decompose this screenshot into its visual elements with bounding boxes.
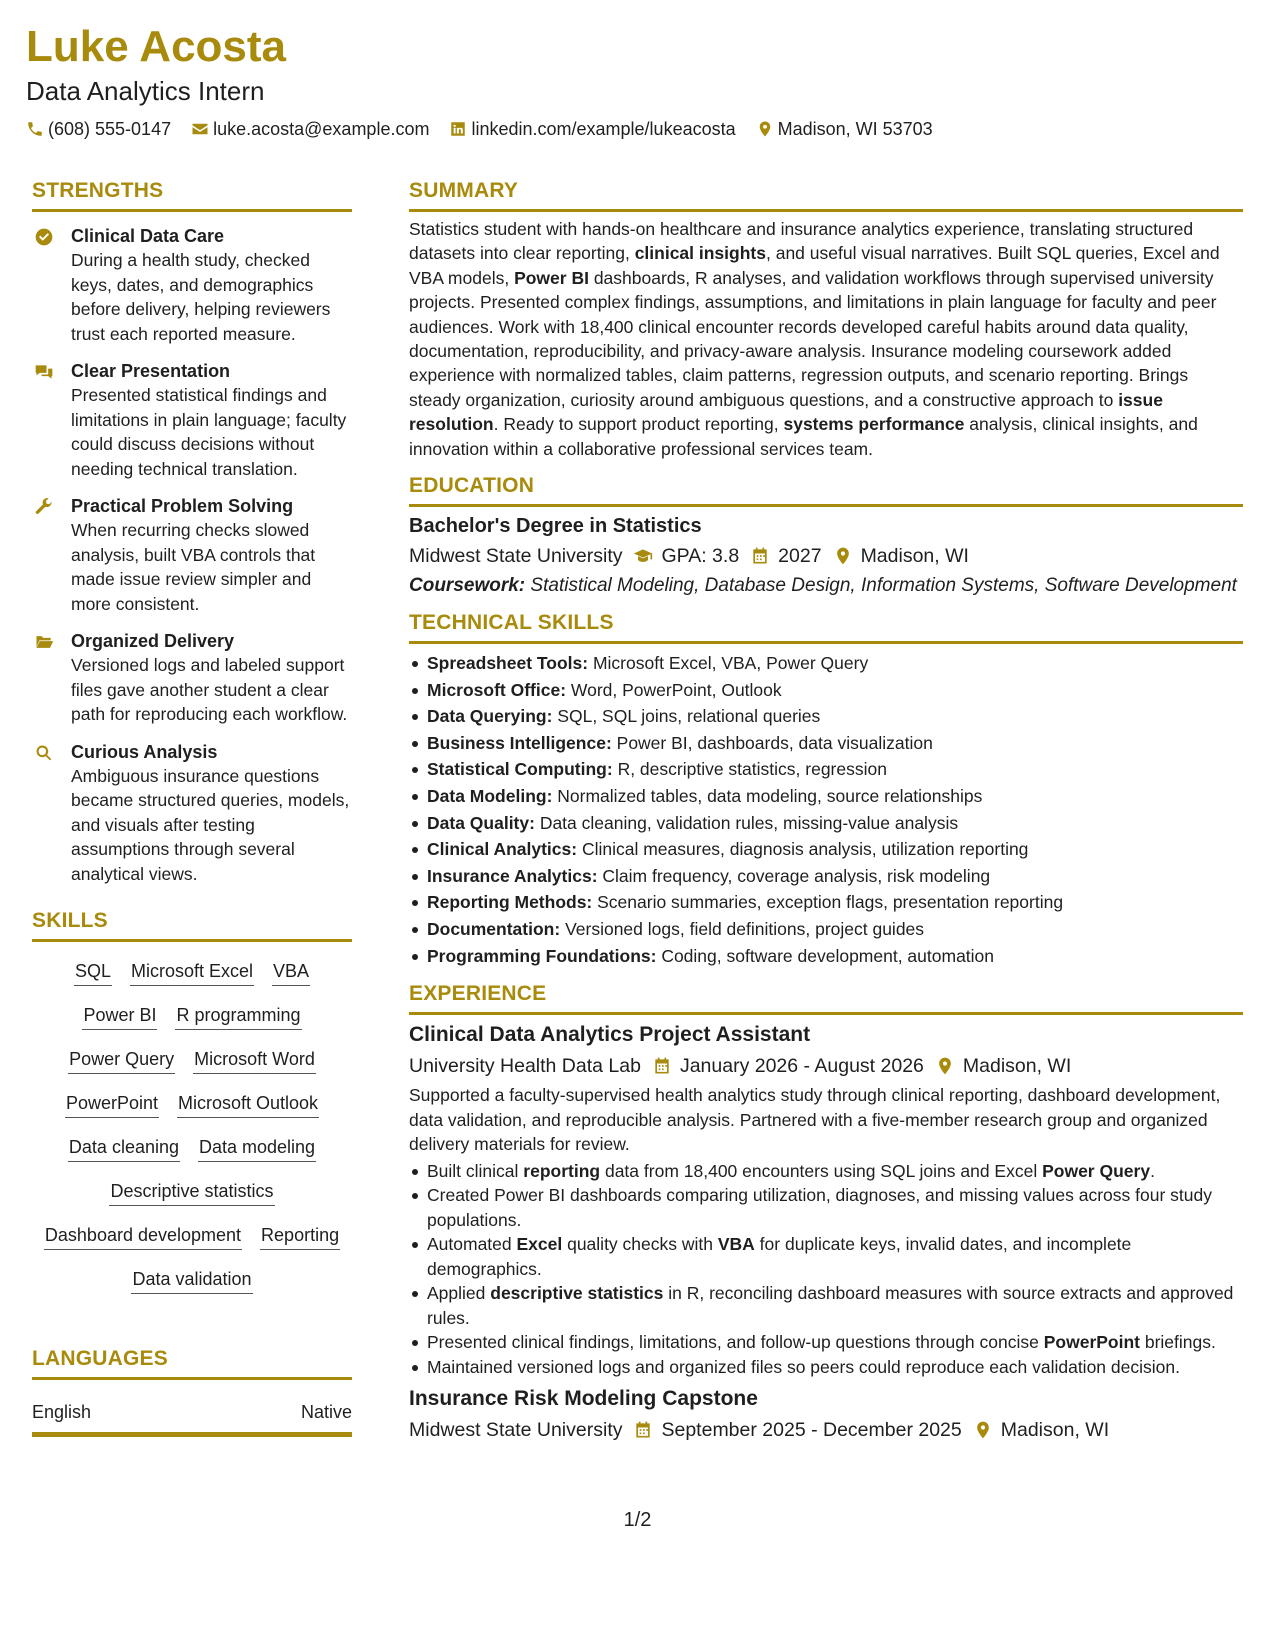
skills-heading: SKILLS [32,908,352,942]
summary-segment: dashboards, R analyses, and validation workflows through supervised university projects. Presented complex findings, assumptions, and limitations in plain language for faculty and peer audiences. Work with 18,400 clinical encounter records developed careful habits around data quality, documentation, reproducibility, and privacy-aware analysis. Insurance modeling coursework added experience with normalized tables, claim patterns, regression outputs, and scenario reporting. Brings steady organization, curiosity around ambiguous questions, and a constructive approach to [409,267,1217,410]
bullet-text: . [1150,1160,1155,1181]
skill-tag: SQL [74,958,112,986]
strength-item [32,494,352,616]
bullet-text: briefings. [1140,1332,1216,1353]
phone-text: (608) 555-0147 [48,119,172,139]
tech-skill-label: Data Querying: [427,706,553,727]
tech-skill-label: Business Intelligence: [427,732,612,753]
tech-skill-item [409,677,1243,704]
tech-skill-label: Insurance Analytics: [427,865,598,886]
tech-skill-item [409,756,1243,783]
bullet-text: Automated [427,1234,517,1255]
tech-skill-value: SQL, SQL joins, relational queries [552,706,821,727]
contact-phone[interactable] [26,117,171,141]
tech-skill-item [409,730,1243,757]
job-org: University Health Data Lab [409,1055,641,1078]
skill-tag: VBA [272,958,310,986]
bullet-text: in R, reconciling dashboard measures with source extracts and approved rules. [427,1283,1234,1328]
bullet-keyword: descriptive statistics [490,1283,664,1304]
strength-item [32,629,352,727]
skill-tag: Data modeling [198,1134,316,1162]
tech-skill-label: Documentation: [427,919,561,939]
job-meta [409,1052,1243,1080]
calendar-icon [749,545,771,567]
summary-segment: analysis, clinical insights, and innovation within a collaborative professional services team. [409,414,1198,459]
job-meta [409,1416,1243,1444]
strength-text: Ambiguous insurance questions became structured queries, models, and visuals after testing assumptions through several analytical views. [71,765,350,884]
technical-skills-section [409,610,1243,969]
job-entry [409,1021,1243,1379]
envelope-icon [191,120,209,138]
skill-tag: R programming [175,1002,301,1030]
contact-email[interactable] [191,117,429,141]
summary-keyword: Power BI [514,267,589,288]
tech-skill-label: Data Modeling: [427,786,553,807]
strength-title: Curious Analysis [71,741,218,762]
bullet-text: Presented clinical findings, limitations, and follow-up questions through concise [427,1332,1044,1353]
bullet-keyword: reporting [523,1160,601,1181]
languages-section [32,1346,352,1437]
skill-tag: Dashboard development [44,1222,242,1250]
skills-section [32,908,352,1294]
strength-item [32,224,352,346]
contact-linkedin[interactable] [449,117,735,141]
tech-skill-item [409,836,1243,863]
contact-location [756,117,933,141]
skill-tag: Data validation [131,1266,252,1294]
check-circle-icon [34,227,54,247]
calendar-icon [632,1419,654,1441]
education-section [409,473,1243,598]
job-description: Supported a faculty-supervised health analytics study through clinical reporting, dashboard development, data validation, and reproducible analysis. Partnered with a five-member research group and organized delivery materials for review. [409,1085,1221,1155]
strength-item [32,740,352,887]
skill-tag: Power BI [82,1002,157,1030]
tech-skill-item [409,703,1243,730]
summary-section [409,178,1243,461]
summary-keyword: clinical insights [634,243,766,264]
tech-skill-label: Reporting Methods: [427,892,593,913]
job-bullet [409,1183,1243,1232]
graduation-cap-icon [632,545,654,567]
summary-segment: . Ready to support product reporting, [493,414,784,435]
page-number: 1/2 [623,1509,652,1531]
email-text: luke.acosta@example.com [213,119,430,139]
bullet-text: Created Power BI dashboards comparing utilization, diagnoses, and missing values across four study populations. [427,1185,1212,1230]
tech-skill-value: Clinical measures, diagnosis analysis, utilization reporting [577,839,1029,860]
education-heading: EDUCATION [409,473,1243,507]
tech-skill-label: Statistical Computing: [427,759,613,780]
skills-list [32,958,352,1294]
bullet-text: quality checks with [562,1234,718,1255]
education-meta [409,542,1243,570]
experience-heading: EXPERIENCE [409,981,1243,1015]
gpa-text: GPA: 3.8 [661,545,740,568]
school-location: Madison, WI [860,545,969,568]
tech-skill-item [409,943,1243,970]
tech-skill-item [409,650,1243,677]
comments-icon [34,362,54,382]
bullet-keyword: VBA [717,1234,755,1255]
school-name: Midwest State University [409,545,623,568]
experience-section [409,981,1243,1444]
job-location: Madison, WI [1000,1419,1110,1442]
technical-skills-heading: TECHNICAL SKILLS [409,610,1243,644]
bullet-keyword: Power Query [1042,1160,1151,1181]
tech-skill-value: Word, PowerPoint, Outlook [566,679,782,700]
skill-tag: Microsoft Word [193,1046,316,1074]
phone-icon [26,120,44,138]
strengths-heading: STRENGTHS [32,178,352,212]
strength-title: Practical Problem Solving [71,496,294,516]
wrench-icon [34,497,54,517]
strength-title: Organized Delivery [71,631,235,651]
tech-skill-label: Spreadsheet Tools: [427,653,589,674]
resume-header [26,22,1246,141]
tech-skill-item [409,783,1243,810]
tech-skill-value: Data cleaning, validation rules, missing-value analysis [534,812,959,833]
technical-skills-list [409,650,1243,969]
candidate-title: Data Analytics Intern [26,76,265,106]
location-text: Madison, WI 53703 [777,119,933,139]
tech-skill-label: Programming Foundations: [427,945,657,966]
map-marker-icon [934,1055,956,1077]
bullet-text: Maintained versioned logs and organized files so peers could reproduce each validation decision. [427,1356,1180,1377]
tech-skill-value: Claim frequency, coverage analysis, risk modeling [597,865,991,886]
job-title: Clinical Data Analytics Project Assistant [409,1023,811,1047]
job-bullet [409,1232,1243,1281]
tech-skill-value: Power BI, dashboards, data visualization [611,732,933,753]
degree-title: Bachelor's Degree in Statistics [409,515,702,538]
strength-text: Versioned logs and labeled support files gave another student a clear path for reproducing each workflow. [71,655,348,724]
language-level: Native [300,1402,352,1422]
map-marker-icon [756,120,774,138]
summary-heading: SUMMARY [409,178,1243,212]
strengths-list [32,224,352,886]
summary-keyword: issue resolution [409,389,1163,435]
strength-text: During a health study, checked keys, dates, and demographics before delivery, helping reviewers trust each reported measure. [71,250,331,344]
coursework-list: Statistical Modeling, Database Design, Information Systems, Software Development [525,575,1237,597]
job-bullet [409,1330,1243,1355]
right-column [409,178,1243,1456]
calendar-icon [651,1055,673,1077]
job-bullet [409,1159,1243,1184]
candidate-name: Luke Acosta [26,22,287,71]
left-column [32,178,352,1437]
contact-row [26,117,1246,141]
summary-keyword: systems performance [783,414,965,435]
strength-title: Clear Presentation [71,361,231,381]
job-org: Midwest State University [409,1419,623,1442]
map-marker-icon [972,1419,994,1441]
skill-tag: Microsoft Excel [130,958,254,986]
tech-skill-value: Coding, software development, automation [656,945,995,966]
tech-skill-item [409,916,1243,943]
strength-text: When recurring checks slowed analysis, built VBA controls that made issue review simpler and more consistent. [71,520,316,614]
map-marker-icon [832,545,854,567]
skill-tag: Reporting [260,1222,340,1250]
skill-tag: Data cleaning [68,1134,180,1162]
job-dates: January 2026 - August 2026 [679,1055,924,1078]
tech-skill-label: Clinical Analytics: [427,839,578,860]
tech-skill-label: Data Quality: [427,812,535,833]
language-row [32,1400,352,1437]
tech-skill-item [409,863,1243,890]
bullet-text: for duplicate keys, invalid dates, and incomplete demographics. [427,1234,1132,1279]
folder-open-icon [34,632,54,652]
tech-skill-value: Normalized tables, data modeling, source relationships [552,786,983,807]
strength-title: Clinical Data Care [71,226,225,246]
skill-tag: PowerPoint [65,1090,159,1118]
skill-tag: Microsoft Outlook [177,1090,319,1118]
coursework-label: Coursework: [409,575,526,597]
language-name: English [32,1402,92,1422]
summary-segment: Statistics student with hands-on healthcare and insurance analytics experience, translating structured datasets into clear reporting, [409,219,1194,264]
skill-tag: Power Query [68,1046,175,1074]
tech-skill-label: Microsoft Office: [427,679,567,700]
job-title: Insurance Risk Modeling Capstone [409,1387,758,1411]
strength-text: Presented statistical findings and limitations in plain language; faculty could discuss decisions without needing technical translation. [71,385,347,479]
bullet-text: data from 18,400 encounters using SQL joins and Excel [600,1160,1043,1181]
linkedin-text: linkedin.com/example/lukeacosta [471,119,736,139]
tech-skill-item [409,810,1243,837]
tech-skill-value: Microsoft Excel, VBA, Power Query [588,653,869,674]
tech-skill-item [409,889,1243,916]
tech-skill-value: R, descriptive statistics, regression [612,759,887,780]
job-bullet [409,1281,1243,1330]
bullet-keyword: PowerPoint [1043,1332,1140,1353]
job-location: Madison, WI [962,1055,1072,1078]
summary-segment: , and useful visual narratives. Built SQL queries, Excel and VBA models, [409,243,1220,288]
search-icon [34,743,54,763]
job-bullets [409,1159,1243,1380]
skill-tag: Descriptive statistics [109,1178,274,1206]
job-dates: September 2025 - December 2025 [661,1419,962,1442]
coursework [409,574,1243,598]
languages-heading: LANGUAGES [32,1346,352,1380]
summary-text [409,217,1243,461]
bullet-text: Applied [427,1283,491,1304]
tech-skill-value: Scenario summaries, exception flags, presentation reporting [592,892,1064,913]
strength-item [32,359,352,481]
bullet-text: Built clinical [427,1160,524,1181]
tech-skill-value: Versioned logs, field definitions, project guides [560,919,925,939]
job-bullet [409,1355,1243,1380]
bullet-keyword: Excel [516,1234,563,1255]
job-entry [409,1385,1243,1444]
linkedin-icon [449,120,467,138]
graduation-year: 2027 [778,545,822,568]
